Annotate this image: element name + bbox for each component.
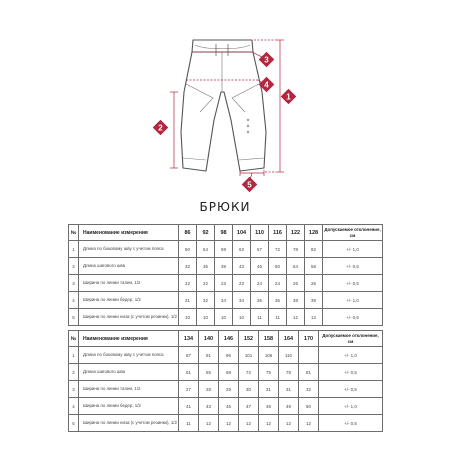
cell-value: 24 <box>269 275 287 292</box>
marker-3-label: 3 <box>264 55 269 65</box>
cell-value: 106 <box>259 347 279 364</box>
row-number: 3 <box>69 381 79 398</box>
cell-tolerance: +/- 1,0 <box>323 241 383 258</box>
cell-value: 32 <box>179 258 197 275</box>
cell-value: 10 <box>197 309 215 326</box>
cell-value: 54 <box>287 258 305 275</box>
marker-3 <box>259 52 275 68</box>
cell-value: 58 <box>305 258 323 275</box>
cell-value: 43 <box>199 398 219 415</box>
row-name: Длина по боковому шву с учетом пояса <box>79 347 179 364</box>
marker-1 <box>281 89 297 105</box>
cell-value: 31 <box>179 292 197 309</box>
marker-2-label: 2 <box>158 123 163 133</box>
cell-value: 43 <box>233 258 251 275</box>
cell-value: 12 <box>279 415 299 432</box>
cell-value: 12 <box>305 309 323 326</box>
cell-value: 22 <box>197 275 215 292</box>
row-name: Ширина по линии талии, 1/2 <box>79 275 179 292</box>
row-name: Ширина по линии талии, 1/2 <box>79 381 179 398</box>
row-name: Ширина по линии бедер, 1/2 <box>79 292 179 309</box>
header-size: 134 <box>179 331 199 347</box>
cell-value: 22 <box>179 275 197 292</box>
cell-value: 34 <box>215 292 233 309</box>
cell-value: 59 <box>215 241 233 258</box>
cell-value: 78 <box>287 241 305 258</box>
marker-2 <box>153 120 169 136</box>
table-header-row <box>69 225 383 241</box>
table-row <box>69 275 383 292</box>
cell-value: 50 <box>179 241 197 258</box>
cell-value: 23 <box>233 275 251 292</box>
cell-value: 36 <box>197 258 215 275</box>
cell-value: 36 <box>251 292 269 309</box>
cell-value: 67 <box>251 241 269 258</box>
cell-value: 48 <box>259 398 279 415</box>
row-number: 2 <box>69 258 79 275</box>
cell-value: 45 <box>219 398 239 415</box>
cell-value: 30 <box>239 381 259 398</box>
header-size: 146 <box>219 331 239 347</box>
table-row <box>69 241 383 258</box>
cell-value: 46 <box>251 258 269 275</box>
cell-value: 34 <box>233 292 251 309</box>
cell-value: 78 <box>279 364 299 381</box>
cell-value: 81 <box>299 364 319 381</box>
cell-tolerance: +/- 1,0 <box>319 398 383 415</box>
table-row <box>69 347 383 364</box>
cell-value: 39 <box>215 258 233 275</box>
header-size: 140 <box>199 331 219 347</box>
row-name: Ширина по линии низа (с учетом резинки), 1/2 <box>79 415 179 432</box>
cell-value: 75 <box>259 364 279 381</box>
pants-diagram <box>0 0 450 200</box>
cell-value: 87 <box>179 347 199 364</box>
cell-value: 31 <box>279 381 299 398</box>
cell-value: 12 <box>199 415 219 432</box>
table-row <box>69 309 383 326</box>
cell-tolerance: +/- 0,5 <box>323 309 383 326</box>
cell-value: 38 <box>287 292 305 309</box>
header-size: 122 <box>287 225 305 241</box>
marker-5 <box>242 177 258 193</box>
cell-value: 29 <box>219 381 239 398</box>
cell-value: 11 <box>179 415 199 432</box>
header-size: 152 <box>239 331 259 347</box>
cell-value: 50 <box>269 258 287 275</box>
cell-tolerance: +/- 0,5 <box>319 381 383 398</box>
measure-inseam <box>170 92 178 168</box>
cell-value: 24 <box>251 275 269 292</box>
cell-value: 96 <box>219 347 239 364</box>
cell-value: 26 <box>287 275 305 292</box>
row-name: Длина шагового шва <box>79 364 179 381</box>
measure-leg-opening <box>240 170 264 180</box>
header-size: 104 <box>233 225 251 241</box>
cell-value: 12 <box>219 415 239 432</box>
cell-value: 36 <box>269 292 287 309</box>
size-table-2 <box>68 330 383 432</box>
marker-5-label: 5 <box>247 180 252 190</box>
table-row <box>69 258 383 275</box>
cell-value: 110 <box>279 347 299 364</box>
row-number: 5 <box>69 309 79 326</box>
cell-value <box>299 347 319 364</box>
row-name: Длина по боковому шву с учетом пояса <box>79 241 179 258</box>
cell-value: 91 <box>199 347 219 364</box>
cell-value: 26 <box>305 275 323 292</box>
cell-value: 41 <box>179 398 199 415</box>
cell-value: 65 <box>199 364 219 381</box>
cell-tolerance: +/- 0,5 <box>319 364 383 381</box>
cell-value: 10 <box>233 309 251 326</box>
cell-value: 10 <box>215 309 233 326</box>
table-row <box>69 381 383 398</box>
header-size: 116 <box>269 225 287 241</box>
table-row <box>69 415 383 432</box>
cell-value: 12 <box>259 415 279 432</box>
cell-value: 28 <box>199 381 219 398</box>
header-name: Наименование измерения <box>79 225 179 241</box>
header-number: № <box>69 331 79 347</box>
marker-1-label: 1 <box>286 92 291 102</box>
cell-value: 101 <box>239 347 259 364</box>
header-size: 110 <box>251 225 269 241</box>
cell-value: 10 <box>179 309 197 326</box>
header-size: 128 <box>305 225 323 241</box>
cell-value: 72 <box>269 241 287 258</box>
cell-value: 11 <box>251 309 269 326</box>
row-number: 4 <box>69 398 79 415</box>
header-size: 92 <box>197 225 215 241</box>
table-row <box>69 398 383 415</box>
row-name: Ширина по линии низа (с учетом резинки), 1/2 <box>79 309 179 326</box>
header-size: 86 <box>179 225 197 241</box>
cell-value: 68 <box>219 364 239 381</box>
header-number: № <box>69 225 79 241</box>
cell-value: 12 <box>287 309 305 326</box>
cell-value: 32 <box>197 292 215 309</box>
table-row <box>69 364 383 381</box>
marker-4-label: 4 <box>264 80 269 90</box>
cell-value: 47 <box>239 398 259 415</box>
header-size: 164 <box>279 331 299 347</box>
table-header-row <box>69 331 383 347</box>
cell-value: 11 <box>269 309 287 326</box>
row-number: 5 <box>69 415 79 432</box>
cell-tolerance: +/- 0,5 <box>323 258 383 275</box>
row-number: 1 <box>69 241 79 258</box>
row-number: 3 <box>69 275 79 292</box>
cell-value: 12 <box>239 415 259 432</box>
header-tolerance: Допускаемое отклонение, см <box>319 331 383 347</box>
cell-value: 61 <box>179 364 199 381</box>
row-name: Длина шагового шва <box>79 258 179 275</box>
cell-tolerance: +/- 1,0 <box>319 347 383 364</box>
cell-value: 39 <box>305 292 323 309</box>
cell-value: 82 <box>305 241 323 258</box>
cell-value: 27 <box>179 381 199 398</box>
cell-value: 32 <box>299 381 319 398</box>
header-size: 98 <box>215 225 233 241</box>
row-number: 4 <box>69 292 79 309</box>
cell-tolerance: +/- 1,0 <box>323 292 383 309</box>
cell-value: 72 <box>239 364 259 381</box>
header-tolerance: Допускаемое отклонение, см <box>323 225 383 241</box>
cell-value: 49 <box>279 398 299 415</box>
row-name: Ширина по линии бедер, 1/2 <box>79 398 179 415</box>
cell-value: 23 <box>215 275 233 292</box>
cell-value: 54 <box>197 241 215 258</box>
cell-value: 31 <box>259 381 279 398</box>
cell-tolerance: +/- 0,5 <box>323 275 383 292</box>
header-name: Наименование измерения <box>79 331 179 347</box>
cell-tolerance: +/- 0,5 <box>319 415 383 432</box>
cell-value: 50 <box>299 398 319 415</box>
cell-value: 63 <box>233 241 251 258</box>
pants-outline <box>181 40 266 171</box>
header-size: 170 <box>299 331 319 347</box>
table-row <box>69 292 383 309</box>
header-size: 158 <box>259 331 279 347</box>
row-number: 2 <box>69 364 79 381</box>
size-table-1 <box>68 224 383 326</box>
cell-value: 12 <box>299 415 319 432</box>
row-number: 1 <box>69 347 79 364</box>
page-title: БРЮКИ <box>199 200 251 214</box>
